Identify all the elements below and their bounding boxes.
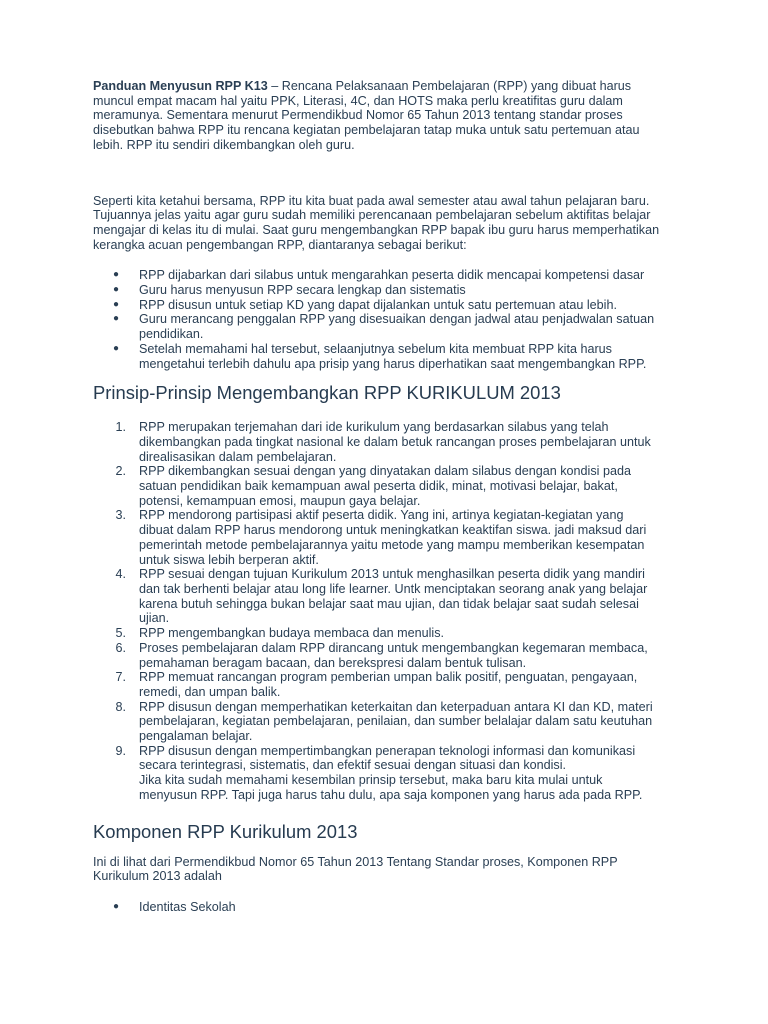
bullet-icon: ● — [113, 298, 120, 310]
komponen-bullet-list — [93, 900, 673, 915]
list-number: 2. — [115, 464, 126, 479]
section-heading-komponen: Komponen RPP Kurikulum 2013 — [93, 820, 358, 842]
list-item: 7. RPP memuat rancangan program pemberian umpan balik positif, penguatan, pengayaan, remedi, dan umpan balik. — [93, 670, 673, 699]
list-item: 1. RPP merupakan terjemahan dari ide kurikulum yang berdasarkan silabus yang telah dikembangkan pada tingkat nasional ke dalam betuk rancangan proses pembelajaran untuk direalisasikan dalam pembelajaran. — [93, 420, 673, 464]
list-item: ● Setelah memahami hal tersebut, selaanjutnya sebelum kita membuat RPP kita harus mengetahui terlebih dahulu apa prisip yang harus diperhatikan saat mengembangkan RPP. — [113, 341, 647, 371]
list-item: 6. Proses pembelajaran dalam RPP dirancang untuk mengembangkan kegemaran membaca, pemahaman beragam bacaan, dan berekspresi dalam bentuk tulisan. — [93, 641, 673, 670]
section-heading-prinsip: Prinsip-Prinsip Mengembangkan RPP KURIKULUM 2013 — [93, 382, 561, 404]
list-number: 8. — [115, 699, 126, 714]
context-line: kerangka acuan pengembangan RPP, diantaranya sebagai berikut: — [93, 237, 467, 252]
intro-line: meramunya. Sementara menurut Permendikbud Nomor 65 Tahun 2013 tentang standar proses — [93, 108, 623, 123]
list-item: 8. RPP disusun dengan memperhatikan keterkaitan dan keterpaduan antara KI dan KD, materi pembelajaran, kegiatan pembelajaran, penilaian, dan sumber belalajar dalam satu keutuhan pengalaman belajar. — [93, 700, 673, 744]
list-number: 7. — [115, 670, 126, 685]
list-item: 9. RPP disusun dengan mempertimbangkan penerapan teknologi informasi dan komunikasi secara terintegrasi, sistematis, dan efektif sesuai dengan situasi dan kondisi. — [93, 744, 673, 773]
context-line: Tujuannya jelas yaitu agar guru sudah memiliki perencanaan pembelajaran sebelum aktifitas belajar — [93, 208, 651, 223]
list-item: ● RPP disusun untuk setiap KD yang dapat dijalankan untuk satu pertemuan atau lebih. — [113, 297, 617, 312]
list-number: 6. — [115, 640, 126, 655]
prinsip-closing-paragraph: Jika kita sudah memahami kesembilan prinsip tersebut, maka baru kita mulai untuk menyusun RPP. Tapi juga harus tahu dulu, apa saja komponen yang harus ada pada RPP. — [139, 773, 643, 802]
context-line: Seperti kita ketahui bersama, RPP itu kita buat pada awal semester atau awal tahun pelajaran baru. — [93, 193, 650, 208]
intro-line: lebih. RPP itu sendiri dikembangkan oleh guru. — [93, 137, 355, 152]
intro-line: disebutkan bahwa RPP itu rencana kegiatan pembelajaran tatap muka untuk satu pertemuan atau — [93, 123, 640, 138]
list-number: 1. — [115, 420, 126, 435]
intro-bold-title: Panduan Menyusun RPP K13 — [93, 79, 268, 93]
bullet-icon: ● — [113, 900, 120, 912]
framework-bullet-list — [93, 268, 673, 371]
list-item: ● Guru merancang penggalan RPP yang disesuaikan dengan jadwal atau penjadwalan satuan pendidikan. — [113, 312, 655, 342]
bullet-icon: ● — [113, 269, 120, 281]
list-number: 9. — [115, 743, 126, 758]
prinsip-numbered-list — [93, 420, 673, 773]
list-item: 3. RPP mendorong partisipasi aktif peserta didik. Yang ini, artinya kegiatan-kegiatan yang dibuat dalam RPP harus mendorong untuk meningkatkan keaktifan siswa. jadi maksud dari pemerintah metode pembelajarannya yaitu metode yang mampu memberikan kesempatan untuk siswa lebih berperan aktif. — [93, 508, 673, 567]
intro-line: muncul empat macam hal yaitu PPK, Literasi, 4C, dan HOTS maka perlu kreatifitas guru dalam — [93, 93, 623, 108]
intro-line: – Rencana Pelaksanaan Pembelajaran (RPP) yang dibuat harus — [267, 79, 632, 93]
context-paragraph — [93, 194, 673, 253]
bullet-icon: ● — [113, 284, 120, 296]
context-line: mengajar di kelas itu di mulai. Saat guru mengembangkan RPP bapak ibu guru harus memperhatikan — [93, 222, 660, 237]
bullet-icon: ● — [113, 342, 120, 354]
list-item: ● Identitas Sekolah — [113, 899, 236, 914]
document-page — [93, 79, 673, 915]
list-number: 5. — [115, 626, 126, 641]
list-number: 4. — [115, 567, 126, 582]
komponen-intro-paragraph: Ini di lihat dari Permendikbud Nomor 65 Tahun 2013 Tentang Standar proses, Komponen RPP Kurikulum 2013 adalah — [93, 854, 618, 884]
intro-paragraph — [93, 79, 673, 153]
bullet-icon: ● — [113, 313, 120, 325]
list-item: 5. RPP mengembangkan budaya membaca dan menulis. — [93, 626, 673, 641]
list-item: ● RPP dijabarkan dari silabus untuk mengarahkan peserta didik mencapai kompetensi dasar — [113, 268, 645, 283]
list-item: 2. RPP dikembangkan sesuai dengan yang dinyatakan dalam silabus dengan kondisi pada satuan pendidikan baik kemampuan awal peserta didik, minat, motivasi belajar, bakat, potensi, kemampuan emosi, maupun gaya belajar. — [93, 464, 673, 508]
list-number: 3. — [115, 508, 126, 523]
list-item: 4. RPP sesuai dengan tujuan Kurikulum 2013 untuk menghasilkan peserta didik yang mandiri dan tak berhenti belajar atau long life learner. Untk menciptakan seorang anak yang belajar karena butuh sehingga bukan belajar saat mau ujian, dan tidak belajar saat sudah selesai ujian. — [93, 567, 673, 626]
list-item: ● Guru harus menyusun RPP secara lengkap dan sistematis — [113, 283, 466, 298]
